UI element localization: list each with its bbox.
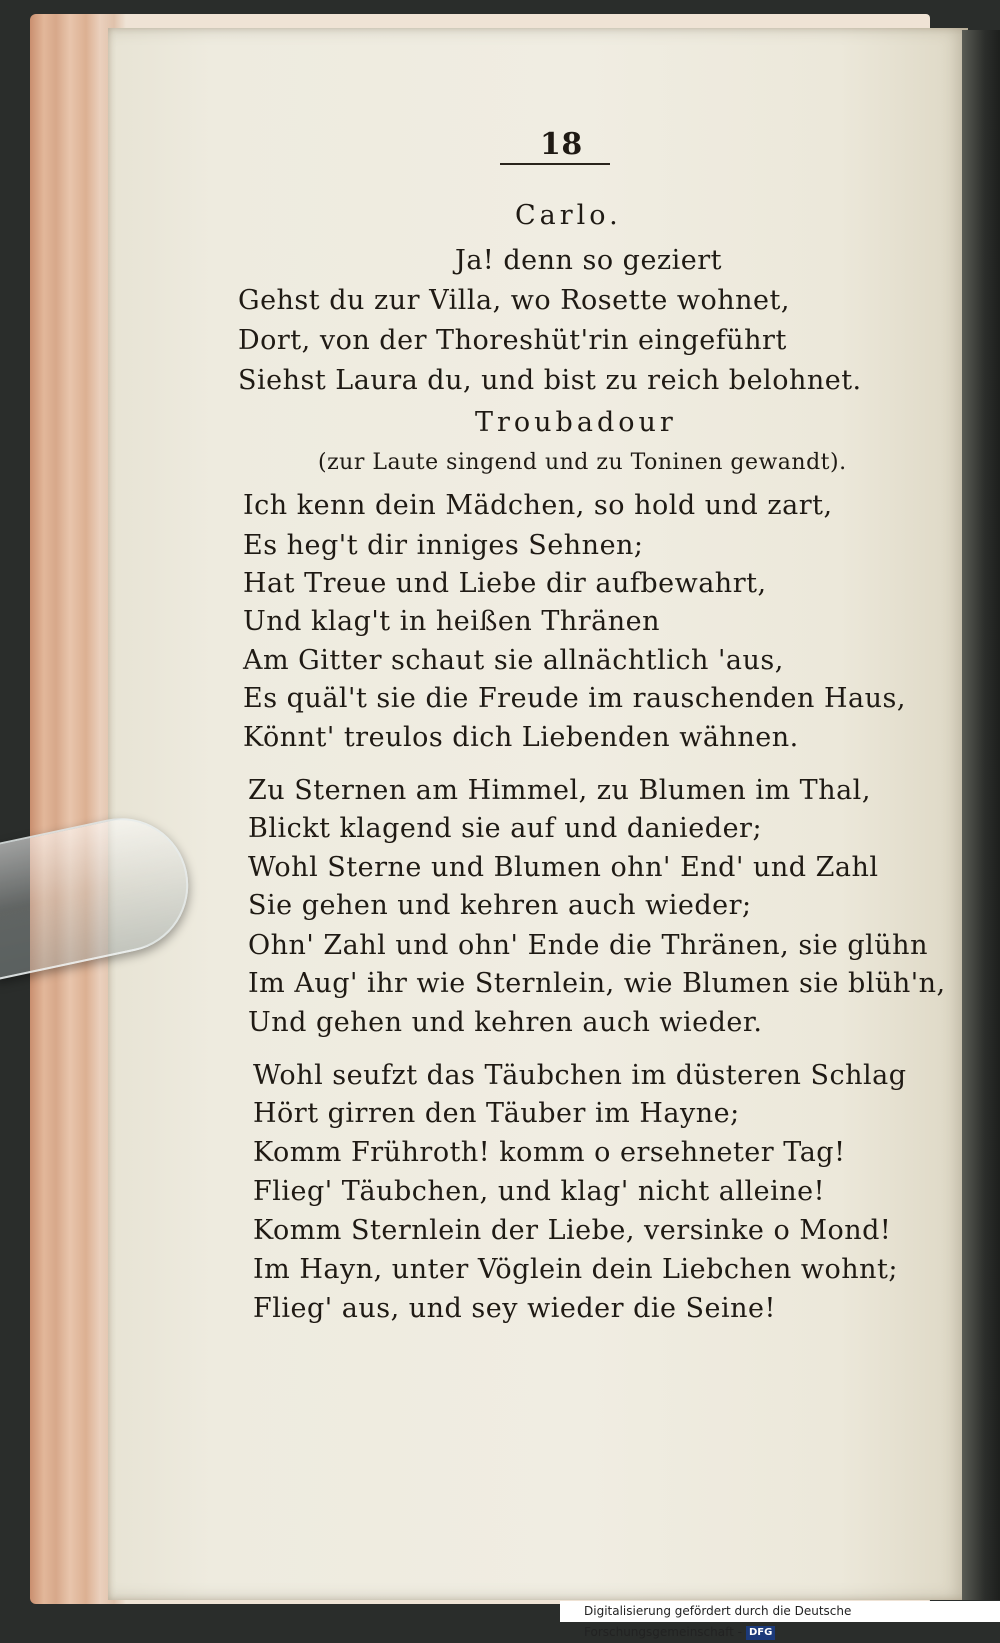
page-number: 18 [540,127,583,162]
stanza3-line: Wohl seufzt das Täubchen im düsteren Schlag [253,1060,907,1091]
stanza2-line: Zu Sternen am Himmel, zu Blumen im Thal, [248,775,871,806]
stanza1-line: Ich kenn dein Mädchen, so hold und zart, [243,490,833,521]
stanza1-line: Es quäl't sie die Freude im rauschenden Haus, [243,683,906,714]
stanza2-line: Und gehen und kehren auch wieder. [248,1007,763,1038]
scan-background-edge [962,30,1000,1600]
stanza1-line: Es heg't dir inniges Sehnen; [243,530,644,561]
stanza1-line: Hat Treue und Liebe dir aufbewahrt, [243,568,767,599]
stanza2-line: Wohl Sterne und Blumen ohn' End' und Zahl [248,852,879,883]
stanza3-line: Komm Frühroth! komm o ersehneter Tag! [253,1137,846,1168]
digitization-footer [560,1601,1000,1639]
footer-text: Digitalisierung gefördert durch die Deutsche Forschungsgemeinschaft - [584,1604,852,1639]
speaker-troubadour: Troubadour [475,407,677,438]
stanza3-line: Im Hayn, unter Vöglein dein Liebchen wohnt; [253,1254,898,1285]
carlo-line: Ja! denn so geziert [455,245,723,276]
page-number-rule [500,163,610,165]
stanza3-line: Flieg' Täubchen, und klag' nicht alleine! [253,1176,826,1207]
carlo-line: Gehst du zur Villa, wo Rosette wohnet, [238,285,790,316]
stanza2-line: Blickt klagend sie auf und danieder; [248,813,763,844]
stanza1-line: Und klag't in heißen Thränen [243,606,660,637]
stage-direction: (zur Laute singend und zu Toninen gewandt). [318,450,847,475]
stanza2-line: Sie gehen und kehren auch wieder; [248,890,752,921]
stanza3-line: Hört girren den Täuber im Hayne; [253,1098,740,1129]
stanza3-line: Flieg' aus, und sey wieder die Seine! [253,1293,776,1324]
stanza2-line: Im Aug' ihr wie Sternlein, wie Blumen sie blüh'n, [248,968,946,999]
dfg-logo: DFG [746,1626,775,1640]
stanza2-line: Ohn' Zahl und ohn' Ende die Thränen, sie glühn [248,930,928,961]
stanza3-line: Komm Sternlein der Liebe, versinke o Mond! [253,1215,892,1246]
carlo-line: Siehst Laura du, und bist zu reich belohnet. [238,365,862,396]
stanza1-line: Könnt' treulos dich Liebenden wähnen. [243,722,799,753]
stanza1-line: Am Gitter schaut sie allnächtlich 'aus, [243,645,784,676]
speaker-carlo: Carlo. [515,200,622,231]
carlo-line: Dort, von der Thoreshüt'rin eingeführt [238,325,787,356]
